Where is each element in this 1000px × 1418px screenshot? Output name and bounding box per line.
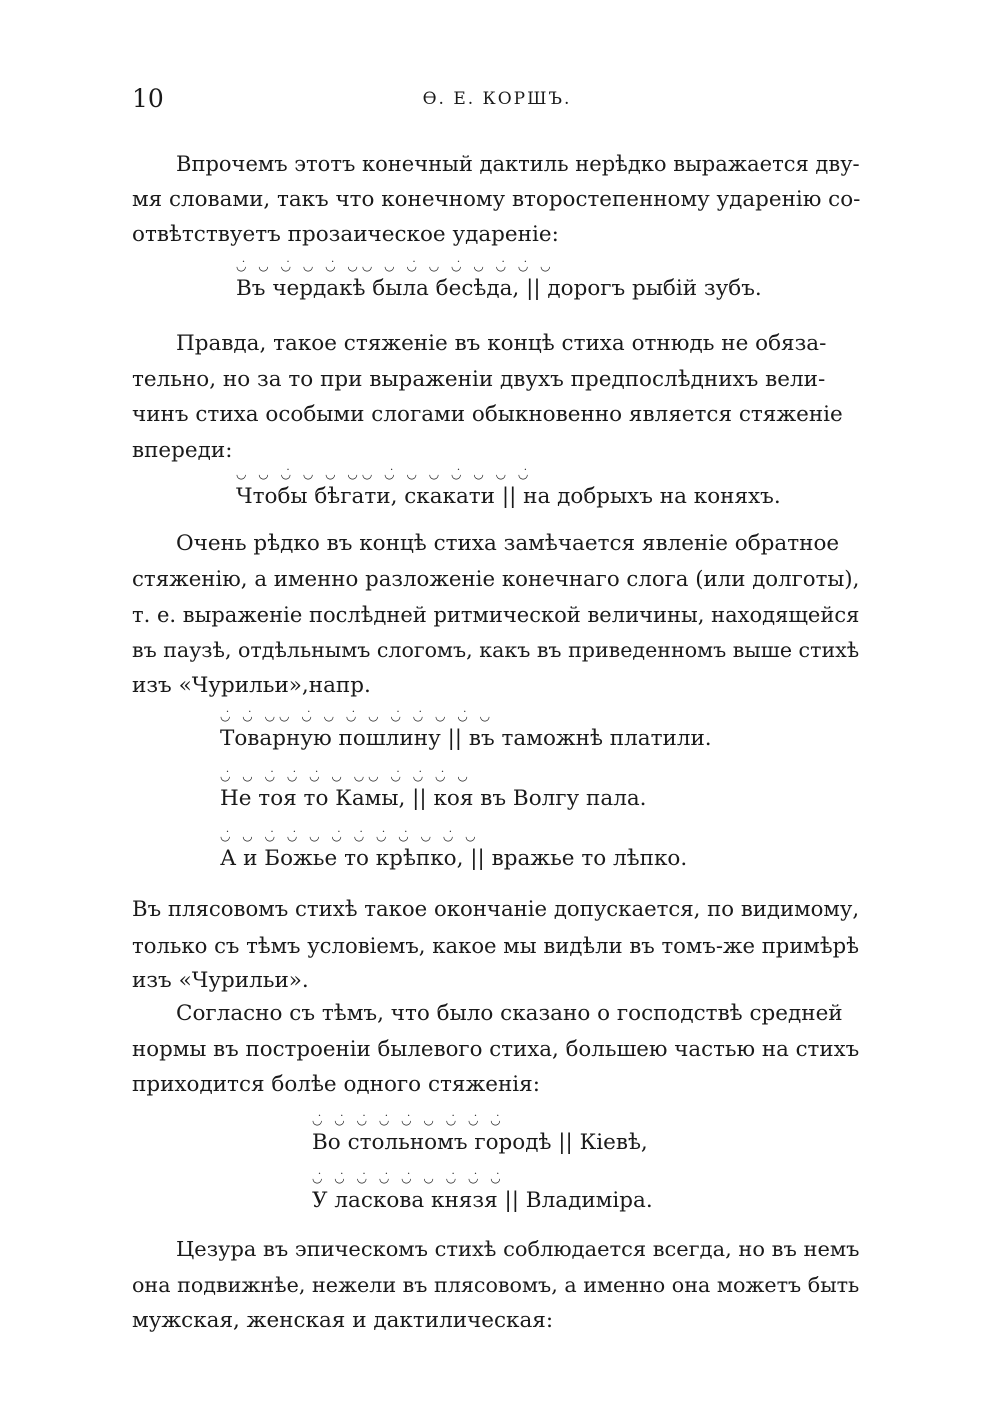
paragraph-1 xyxy=(132,146,860,253)
verse-line: Товарную пошлину || въ таможнѣ платили. xyxy=(220,726,712,751)
metrical-marks: ◡̇ ◡̇ ◡̇ ◡̇ ◡̇ ◡ ◡̇ ◡̇ ◡̇ xyxy=(312,1113,505,1127)
text-line: Въ плясовомъ стихѣ такое окончаніе допускается, по видимому, xyxy=(132,897,860,922)
text-line: т. е. выраженіе послѣдней ритмической величины, находящейся xyxy=(132,602,860,627)
text-line: Цезура въ эпическомъ стихѣ соблюдается всегда, но въ немъ xyxy=(176,1237,860,1261)
verse-example-4 xyxy=(220,768,647,812)
text-line: она подвижнѣе, нежели въ плясовомъ, а именно она можетъ быть xyxy=(132,1272,860,1297)
verse-example-1 xyxy=(236,258,762,302)
page-number: 10 xyxy=(132,84,164,113)
verse-example-7 xyxy=(312,1170,653,1214)
verse-line: Не тоя то Камы, || коя въ Волгу пала. xyxy=(220,786,647,811)
running-title: Ѳ. Е. КОРШЪ. xyxy=(422,89,572,109)
metrical-marks: ◡̇ ◡ ◡̇ ◡̇ ◡̇ ◡ ◡◡ ◡̇ ◡̇ ◡̇ ◡ xyxy=(220,769,472,783)
text-line: чинъ стиха особыми слогами обыкновенно является стяженіе xyxy=(132,402,843,427)
text-line: изъ «Чурильи». xyxy=(132,968,309,993)
verse-example-6 xyxy=(312,1112,648,1156)
verse-line: А и Божье то крѣпко, || вражье то лѣпко. xyxy=(220,846,688,871)
metrical-marks: ◡̇ ◡̇ ◡◡ ◡̇ ◡ ◡̇ ◡ ◡̇ ◡̇ ◡ ◡̇ ◡ xyxy=(220,709,495,723)
metrical-marks: ◡̇ ◡ ◡̇ ◡ ◡̇ ◡◡ ◡ ◡̇ ◡ ◡̇ ◡ ◡̇ ◡̇ ◡ xyxy=(236,259,555,273)
verse-example-3 xyxy=(220,708,712,752)
text-line: стяженію, а именно разложеніе конечнаго слога (или долготы), xyxy=(132,566,860,592)
text-line: только съ тѣмъ условіемъ, какое мы видѣли въ томъ-же примѣрѣ xyxy=(132,932,859,958)
paragraph-4 xyxy=(132,892,860,999)
verse-example-5 xyxy=(220,828,687,872)
page-header xyxy=(132,84,862,120)
text-line: мужская, женская и дактилическая: xyxy=(132,1308,554,1333)
text-line: отвѣтствуетъ прозаическое удареніе: xyxy=(132,222,559,247)
text-line: нормы въ построеніи былевого стиха, большею частью на стихъ xyxy=(132,1036,860,1062)
text-line: въ паузѣ, отдѣльнымъ слогомъ, какъ въ приведенномъ выше стихѣ xyxy=(132,637,860,662)
text-line: тельно, но за то при выраженіи двухъ предпослѣднихъ вели- xyxy=(132,366,826,392)
verse-line: У ласкова князя || Владиміра. xyxy=(312,1188,653,1213)
text-line: Впрочемъ этотъ конечный дактиль нерѣдко выражается дву- xyxy=(176,151,860,176)
text-line: изъ «Чурильи»,напр. xyxy=(132,673,371,698)
paragraph-3 xyxy=(132,526,860,704)
text-line: приходится болѣе одного стяженія: xyxy=(132,1072,540,1097)
metrical-marks: ◡̇ ◡ ◡̇ ◡̇ ◡ ◡̇ ◡̇ ◡̇ ◡̇ ◡ ◡̇ ◡ xyxy=(220,829,480,843)
metrical-marks: ◡ ◡ ◡̇ ◡ ◡ ◡◡ ◡̇ ◡ ◡ ◡̇ ◡ ◡ ◡̇ xyxy=(236,467,533,481)
text-line: Согласно съ тѣмъ, что было сказано о господствѣ средней xyxy=(176,1001,843,1026)
paragraph-6 xyxy=(132,1232,860,1339)
paragraph-2 xyxy=(132,326,860,468)
text-line: мя словами, такъ что конечному второстепенному ударенію со- xyxy=(132,186,861,212)
verse-example-2 xyxy=(236,466,781,510)
paragraph-5 xyxy=(132,996,860,1103)
metrical-marks: ◡̇ ◡̇ ◡̇ ◡̇ ◡̇ ◡ ◡̇ ◡̇ ◡̇ xyxy=(312,1171,505,1185)
text-line: Правда, такое стяженіе въ концѣ стиха отнюдь не обяза- xyxy=(176,331,827,356)
text-line: впереди: xyxy=(132,437,233,463)
text-line: Очень рѣдко въ концѣ стиха замѣчается явленіе обратное xyxy=(176,531,840,556)
verse-line: Въ чердакѣ была бесѣда, || дорогъ рыбій зубъ. xyxy=(236,276,762,301)
verse-line: Во стольномъ городѣ || Кіевѣ, xyxy=(312,1130,648,1155)
verse-line: Чтобы бѣгати, скакати || на добрыхъ на коняхъ. xyxy=(236,484,781,509)
